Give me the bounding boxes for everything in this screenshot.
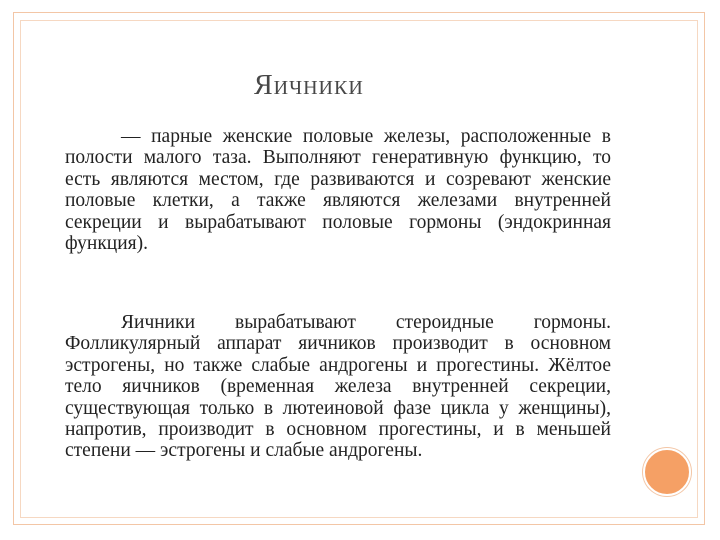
paragraph-definition-text: — парные женские половые железы, расположенные в полости малого таза. Выполняют генеративную функцию, то есть являются местом, где развиваются и созревают женские половые клетки, а также являются железами внутренней секреции и вырабатывают половые гормоны (эндокринная функция). <box>65 126 611 255</box>
paragraph-hormones <box>65 312 611 462</box>
decorative-circle <box>643 448 691 496</box>
slide-title: Яичники <box>254 70 364 101</box>
paragraph-hormones-text: Яичники вырабатывают стероидные гормоны. Фолликулярный аппарат яичников производит в основном эстрогены, но также слабые андрогены и прогестины. Жёлтое тело яичников (временная железа внутренней секреции, существующая только в лютеиновой фазе цикла у женщины), напротив, производит в основном прогестины, и в меньшей степени — эстрогены и слабые андрогены. <box>65 312 611 462</box>
paragraph-definition <box>65 126 611 254</box>
